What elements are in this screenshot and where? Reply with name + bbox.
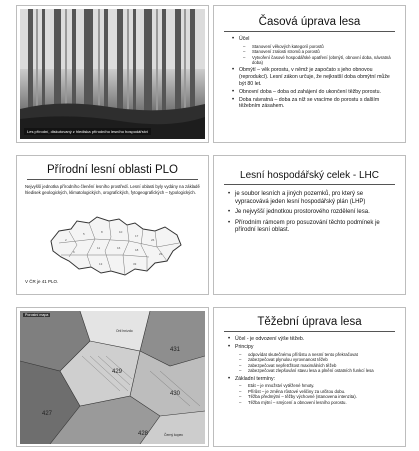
sub-bullet-item: – Vytvoření časové hospodářské opatření (obmýtí, obnovní doba, návratná doba) [243, 55, 397, 66]
sub-bullet-item: – Těžba předmýtní – těžby výchovné (stanovena intenzita). [239, 394, 399, 400]
bullet-text: Obmýtí – věk porostu, v němž je započato s jeho obnovou (reprodukcí). Lesní zákon určuje, že nejkratší doba obmýtní může být 80 let. [239, 67, 390, 87]
place-name: Orlí hnízdo [116, 329, 133, 333]
sub-bullet-item: – Přírůst – je změna růstové veličiny za určitou dobu. [239, 389, 399, 395]
bullet-text: Účel - je odvození výše těžeb. [235, 336, 305, 342]
slide-title: Lesní hospodářský celek - LHC [240, 170, 379, 181]
slide-title: Přírodní lesní oblasti PLO [46, 164, 179, 176]
svg-text:18: 18 [135, 248, 139, 252]
stand-number: 431 [170, 347, 181, 353]
stand-number: 429 [112, 369, 123, 375]
slide-forest-photo [16, 5, 209, 143]
forest-trees-illustration [20, 9, 205, 139]
slide-plo [16, 155, 209, 295]
slide-title: Těžební úprava lesa [257, 316, 362, 328]
plo-count: V ČR je 41 PLO. [25, 279, 59, 284]
sub-bullet-item: – Stanovení věkových kategorií porostů [243, 44, 397, 50]
title-divider [224, 184, 395, 185]
stand-number: 428 [138, 431, 149, 437]
svg-text:29: 29 [159, 252, 163, 256]
bullet-text: Je nejvyšší jednotkou prostorového rozdělení lesa. [235, 209, 370, 216]
sub-bullet-list [239, 44, 397, 66]
bullet-item [228, 191, 395, 206]
photo-caption: Les přírodní, diskutovaný z hlediska přírodního lesního hospodářství [24, 128, 151, 135]
svg-text:10: 10 [119, 230, 123, 234]
bullet-item [228, 220, 395, 235]
slide-harvest-management [213, 307, 406, 447]
slide-time-management [213, 5, 406, 143]
svg-text:2: 2 [65, 238, 67, 242]
sub-bullet-list [235, 383, 399, 405]
sub-bullet-item: – Těžba mýtní – smýcení a obnovení lesního porostu. [239, 400, 399, 406]
sub-bullet-item: – zabezpečovat plynulou vyrovnanost těžeb [239, 357, 399, 363]
bullet-item [232, 36, 397, 66]
svg-text:33: 33 [133, 262, 137, 266]
slide-title: Časová úprava lesa [258, 16, 361, 28]
bullet-text: Přírodním rámcem pro posuzování těchto podmínek je přírodní lesní oblast. [235, 219, 380, 234]
svg-text:13: 13 [99, 262, 103, 266]
bullet-text: Doba návratná – doba za níž se vracíme do porostu s dalším těžebním zásahem. [239, 96, 380, 110]
bullet-list [228, 191, 395, 235]
bullet-item [232, 67, 397, 87]
bullet-text: Obnovní doba – doba od zahájení do ukončení těžby porostu. [239, 88, 381, 95]
place-name: Černý kopec [164, 433, 184, 437]
bullet-item [232, 97, 397, 110]
sub-bullet-item: – Stanovení zralosti stromů a porostů [243, 49, 397, 55]
bullet-item [232, 89, 397, 96]
title-divider [224, 31, 395, 32]
title-divider [224, 331, 395, 332]
sub-bullet-item: – Etát – je množství vytěžené hmoty. [239, 383, 399, 389]
sub-bullet-item: – odpovídat skutečnému přírůstu a nesmí tento překračovat [239, 352, 399, 358]
sub-bullet-item: – zabezpečovat nepřetržitost maximálních těžeb [239, 363, 399, 369]
svg-text:6: 6 [73, 250, 75, 254]
bullet-list [228, 336, 399, 406]
bullet-list [232, 36, 397, 110]
bullet-item [228, 344, 399, 374]
sub-bullet-list [235, 352, 399, 374]
stand-number: 430 [170, 391, 181, 397]
stand-number: 427 [42, 411, 53, 417]
title-divider [27, 179, 198, 180]
sub-bullet-item: – zabezpečovat zlepšování stavu lesa a plnění ostatních funkcí lesa [239, 368, 399, 374]
map-label: Porostní mapa [25, 313, 49, 317]
bullet-item [228, 376, 399, 406]
svg-text:26: 26 [151, 238, 155, 242]
plo-description: Nejvyšší jednotka přírodního členění lesního prostředí. Lesní oblasti byly vydány na základě hledisek geologických, klimatologických, orografických, fytogeografických – typologických. [25, 184, 200, 196]
slide-lhc [213, 155, 406, 295]
slide-stand-map [16, 307, 209, 447]
svg-text:17: 17 [135, 234, 139, 238]
stand-map-drawing [20, 311, 205, 444]
forest-stand-map [20, 311, 205, 444]
bullet-item [228, 336, 399, 343]
bullet-text: Principy [235, 344, 254, 351]
svg-text:16: 16 [117, 246, 121, 250]
svg-text:8: 8 [101, 230, 103, 234]
svg-text:5: 5 [83, 232, 85, 236]
bullet-item [228, 209, 395, 217]
czech-plo-map [39, 211, 189, 281]
svg-text:11: 11 [97, 246, 101, 250]
bullet-text: Účel [239, 36, 250, 42]
bullet-text: je soubor lesních a jiných pozemků, pro který se vypracovává jeden lesní hospodářský plán (LHP) [235, 191, 366, 205]
bullet-text: Základní termíny: [235, 375, 276, 382]
forest-photo [20, 9, 205, 139]
